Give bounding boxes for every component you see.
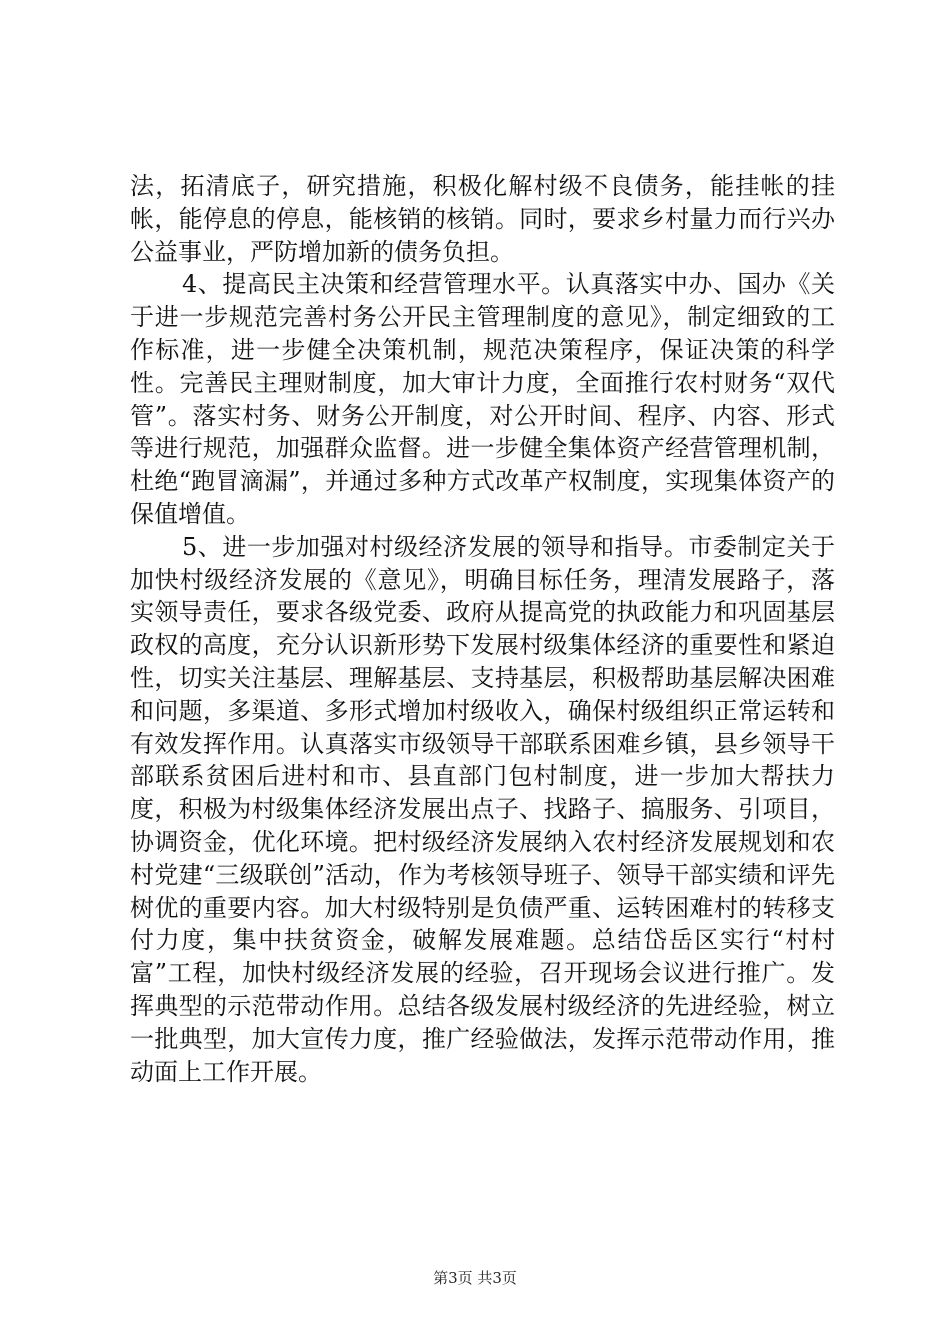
paragraph-item-5: 5、进一步加强对村级经济发展的领导和指导。市委制定关于加快村级经济发展的《意见》，明确目标任务，理清发展路子，落实领导责任，要求各级党委、政府从提高党的执政能力和巩固基层政权的高度，充分认识新形势下发展村级集体经济的重要性和紧迫性，切实关注基层、理解基层、支持基层，积极帮助基层解决困难和问题，多渠道、多形式增加村级收入，确保村级组织正常运转和有效发挥作用。认真落实市级领导干部联系困难乡镇，县乡领导干部联系贫困后进村和市、县直部门包村制度，进一步加大帮扶力度，积极为村级集体经济发展出点子、找路子、搞服务、引项目，协调资金，优化环境。把村级经济发展纳入农村经济发展规划和农村党建“三级联创”活动，作为考核领导班子、领导干部实绩和评先树优的重要内容。加大村级特别是负债严重、运转困难村的转移支付力度，集中扶贫资金，破解发展难题。总结岱岳区实行“村村富”工程，加快村级经济发展的经验，召开现场会议进行推广。发挥典型的示范带动作用。总结各级发展村级经济的先进经验，树立一批典型，加大宣传力度，推广经验做法，发挥示范带动作用，推动面上工作开展。 — [130, 532, 835, 1086]
paragraph-item-4: 4、提高民主决策和经营管理水平。认真落实中办、国办《关于进一步规范完善村务公开民主管理制度的意见》，制定细致的工作标准，进一步健全决策机制，规范决策程序，保证决策的科学性。完善民主理财制度，加大审计力度，全面推行农村财务“双代管”。落实村务、财务公开制度，对公开时间、程序、内容、形式等进行规范，加强群众监督。进一步健全集体资产经营管理机制，杜绝“跑冒滴漏”，并通过多种方式改革产权制度，实现集体资产的保值增值。 — [130, 270, 835, 528]
page-footer — [0, 1268, 950, 1288]
paragraph-continuation: 法，拓清底子，研究措施，积极化解村级不良债务，能挂帐的挂帐，能停息的停息，能核销的核销。同时，要求乡村量力而行兴办公益事业，严防增加新的债务负担。 — [130, 172, 835, 266]
page-number: 第3页 共3页 — [433, 1269, 517, 1287]
document-body — [130, 170, 835, 1088]
